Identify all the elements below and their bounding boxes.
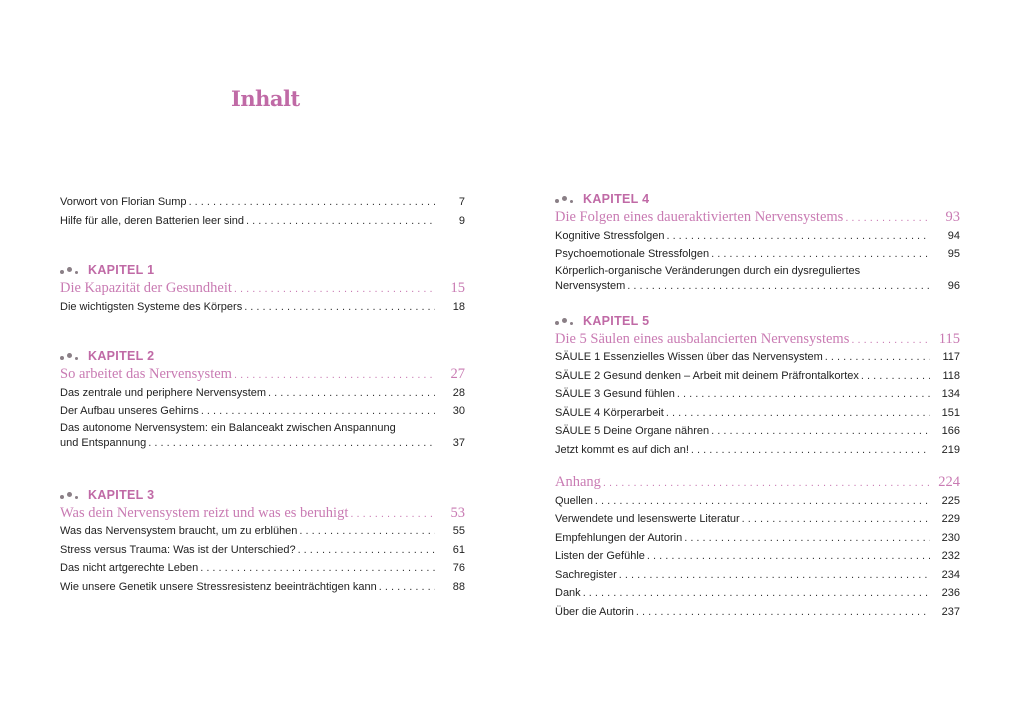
dot-leader <box>234 366 435 385</box>
page-number: 28 <box>452 386 465 399</box>
page-number: 15 <box>450 280 465 296</box>
dot-leader <box>647 547 930 566</box>
toc-entry[interactable] <box>60 298 465 317</box>
chapter-title-text: Die Kapazität der Gesundheit <box>60 280 232 296</box>
page-title: Inhalt <box>231 86 300 111</box>
dot-leader <box>851 331 930 350</box>
entry-text: Dank <box>555 587 581 599</box>
dot-leader <box>603 474 930 493</box>
toc-entry[interactable] <box>555 279 960 294</box>
entry-text: Psychoemotionale Stressfolgen <box>555 248 710 260</box>
entry-text: Quellen <box>555 494 593 507</box>
entry-text: Hilfe für alle, deren Batterien leer sind <box>60 214 245 227</box>
entry-text: Wie unsere Genetik unsere Stressresistenz beeinträchtigen kann <box>60 580 377 593</box>
dot-leader <box>619 566 930 585</box>
toc-entry[interactable] <box>555 367 960 386</box>
dot-leader <box>742 510 930 529</box>
toc-entry[interactable] <box>555 441 960 460</box>
page-number: 151 <box>941 406 960 419</box>
entry-text: Verwendete und lesenswerte Literatur <box>555 513 740 525</box>
dot-leader <box>200 559 435 578</box>
toc-entry[interactable] <box>555 348 960 367</box>
toc-entry[interactable] <box>555 566 960 585</box>
chapter-label <box>555 312 960 330</box>
chapter-title-text: Die 5 Säulen eines ausbalancierten Nervensystems <box>555 330 850 347</box>
toc-entry[interactable] <box>555 385 960 404</box>
chapter-label <box>60 347 465 365</box>
page-number: 37 <box>452 436 465 449</box>
entry-text: SÄULE 5 Deine Organe nähren <box>555 425 710 437</box>
toc-entry[interactable] <box>60 541 465 560</box>
toc-entry[interactable] <box>555 603 960 622</box>
toc-right-column <box>555 190 960 621</box>
dot-leader <box>845 209 930 228</box>
dots-ornament-icon <box>555 194 577 204</box>
toc-chapter-title[interactable] <box>60 279 465 298</box>
toc-chapter-title[interactable] <box>555 473 960 492</box>
chapter-label-text: KAPITEL 2 <box>88 349 155 363</box>
entry-text: Das nicht artgerechte Leben <box>60 562 199 574</box>
page-number: 55 <box>452 525 465 537</box>
page-number: 95 <box>947 248 960 260</box>
page-number: 30 <box>452 405 465 417</box>
entry-text: Jetzt kommt es auf dich an! <box>555 443 689 456</box>
spacer <box>60 316 465 347</box>
dot-leader <box>350 505 435 524</box>
chapter-label <box>555 190 960 208</box>
spacer <box>555 298 960 312</box>
entry-text: Über die Autorin <box>555 605 634 618</box>
page-number: 134 <box>941 388 960 400</box>
toc-entry[interactable] <box>60 436 465 451</box>
page-number: 9 <box>458 214 465 227</box>
dot-leader <box>825 348 930 367</box>
dot-leader <box>636 603 930 622</box>
toc-entry[interactable] <box>60 559 465 578</box>
entry-text: SÄULE 3 Gesund fühlen <box>555 388 675 400</box>
spacer <box>60 455 465 486</box>
entry-text: Empfehlungen der Autorin <box>555 531 683 544</box>
dot-leader <box>583 584 930 603</box>
page-number: 230 <box>941 531 960 544</box>
toc-entry-text-line: Das autonome Nervensystem: ein Balanceakt zwischen Anspannung <box>60 421 396 434</box>
entry-text: SÄULE 1 Essenzielles Wissen über das Nervensystem <box>555 351 823 363</box>
page-number: 7 <box>458 196 465 208</box>
chapter-label-text: KAPITEL 4 <box>583 192 650 206</box>
entry-text: Nervensystem <box>555 279 626 292</box>
spacer <box>60 230 465 261</box>
dot-leader <box>299 522 435 541</box>
dot-leader <box>189 193 435 212</box>
entry-text: Was das Nervensystem braucht, um zu erblühen <box>60 525 298 537</box>
dot-leader <box>148 436 435 451</box>
dots-ornament-icon <box>60 351 82 361</box>
entry-text: Der Aufbau unseres Gehirns <box>60 405 199 417</box>
toc-entry[interactable] <box>60 522 465 541</box>
entry-text: SÄULE 2 Gesund denken – Arbeit mit deinem Präfrontalkortex <box>555 369 859 382</box>
dot-leader <box>244 298 435 317</box>
entry-text: Stress versus Trauma: Was ist der Unterschied? <box>60 543 296 556</box>
toc-entry[interactable] <box>555 547 960 566</box>
page-number: 117 <box>942 351 960 363</box>
toc-chapter-title[interactable] <box>60 365 465 384</box>
page-number: 115 <box>938 330 960 347</box>
toc-chapter-title[interactable] <box>555 208 960 227</box>
page-number: 232 <box>941 550 960 562</box>
chapter-label-text: KAPITEL 1 <box>88 263 155 277</box>
toc-entry-text-line: Körperlich-organische Veränderungen durch ein dysreguliertes <box>555 264 861 277</box>
dot-leader <box>666 227 930 246</box>
dot-leader <box>861 367 930 386</box>
toc-chapter-title[interactable] <box>555 330 960 349</box>
chapter-title-text: Anhang <box>555 474 601 490</box>
toc-entry[interactable] <box>555 245 960 264</box>
chapter-title-text: Die Folgen eines daueraktivierten Nervensystems <box>555 209 844 225</box>
page-number: 93 <box>945 209 960 225</box>
toc-entry[interactable] <box>555 404 960 423</box>
toc-left-column <box>60 193 465 596</box>
page-number: 236 <box>941 587 960 599</box>
page-number: 224 <box>938 474 960 490</box>
dot-leader <box>379 578 435 597</box>
toc-entry[interactable] <box>555 492 960 511</box>
dot-leader <box>691 441 930 460</box>
dot-leader <box>298 541 435 560</box>
entry-text: Vorwort von Florian Sump <box>60 196 187 208</box>
dot-leader <box>711 422 930 441</box>
page-number: 27 <box>450 366 465 382</box>
dot-leader <box>201 402 435 421</box>
entry-text: Listen der Gefühle <box>555 550 645 562</box>
page-number: 96 <box>947 279 960 292</box>
toc-entry[interactable] <box>555 529 960 548</box>
entry-text: Sachregister <box>555 568 617 581</box>
toc-chapter-title[interactable] <box>60 504 465 523</box>
chapter-label <box>60 261 465 279</box>
toc-entry[interactable] <box>555 510 960 529</box>
toc-entry[interactable] <box>60 402 465 421</box>
toc-entry[interactable] <box>555 422 960 441</box>
page-number: 118 <box>942 369 960 382</box>
entry-text: Das zentrale und periphere Nervensystem <box>60 386 267 399</box>
toc-entry[interactable] <box>555 584 960 603</box>
dot-leader <box>246 212 435 231</box>
toc-entry[interactable] <box>555 227 960 246</box>
dot-leader <box>627 279 930 294</box>
dot-leader <box>711 245 930 264</box>
page-number: 88 <box>452 580 465 593</box>
dot-leader <box>684 529 930 548</box>
spacer <box>555 459 960 473</box>
page-number: 76 <box>452 562 465 574</box>
dot-leader <box>666 404 930 423</box>
chapter-label-text: KAPITEL 5 <box>583 313 650 328</box>
dot-leader <box>268 384 435 403</box>
dots-ornament-icon <box>60 265 82 275</box>
dots-ornament-icon <box>60 490 82 500</box>
entry-text: und Entspannung <box>60 436 147 449</box>
dots-ornament-icon <box>555 316 577 326</box>
toc-entry[interactable] <box>60 212 465 231</box>
entry-text: Die wichtigsten Systeme des Körpers <box>60 300 243 313</box>
toc-entry[interactable] <box>60 578 465 597</box>
entry-text: Kognitive Stressfolgen <box>555 229 665 242</box>
page-number: 225 <box>941 494 960 507</box>
page-number: 237 <box>941 605 960 618</box>
entry-text: SÄULE 4 Körperarbeit <box>555 406 664 419</box>
page-number: 166 <box>941 425 960 437</box>
chapter-label-text: KAPITEL 3 <box>88 487 155 502</box>
page-number: 219 <box>941 443 960 456</box>
page-number: 234 <box>941 568 960 581</box>
page-number: 94 <box>947 229 960 242</box>
chapter-title-text: Was dein Nervensystem reizt und was es beruhigt <box>60 504 349 521</box>
dot-leader <box>234 280 435 299</box>
toc-entry[interactable] <box>60 193 465 212</box>
page-number: 61 <box>452 543 465 556</box>
chapter-title-text: So arbeitet das Nervensystem <box>60 366 232 382</box>
page-number: 18 <box>452 300 465 313</box>
chapter-label <box>60 486 465 504</box>
page-number: 53 <box>450 504 465 521</box>
toc-entry[interactable] <box>60 384 465 403</box>
dot-leader <box>595 492 930 511</box>
page-number: 229 <box>941 513 960 525</box>
dot-leader <box>677 385 930 404</box>
